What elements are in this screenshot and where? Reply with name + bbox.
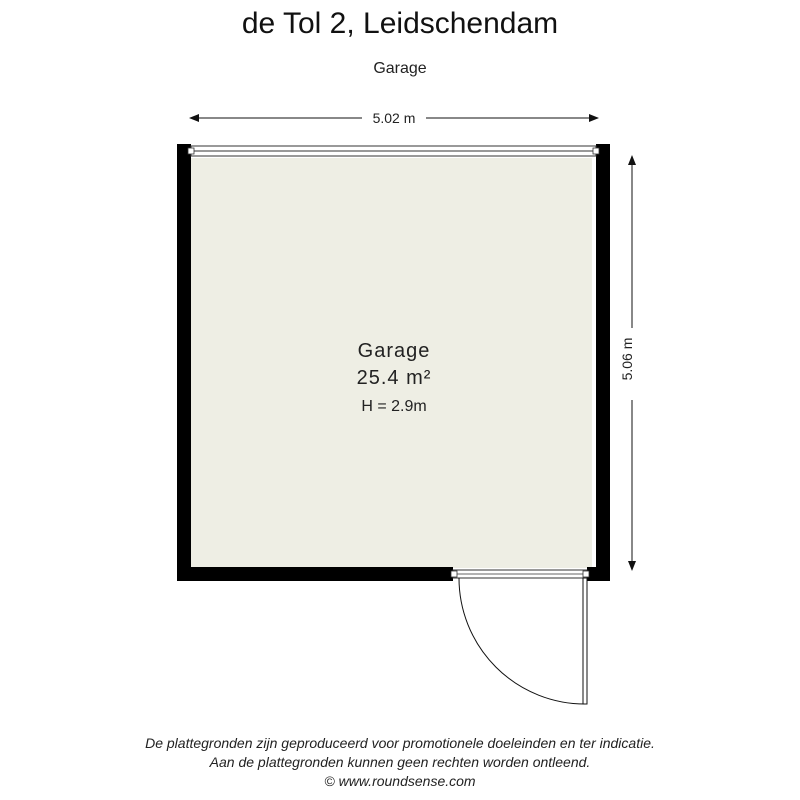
height-dimension bbox=[619, 156, 635, 570]
left-wall bbox=[177, 144, 191, 581]
width-label: 5.02 m bbox=[372, 110, 416, 126]
door-arc bbox=[459, 578, 585, 704]
bottom-wall-left bbox=[177, 567, 453, 581]
bottom-wall-right bbox=[587, 567, 610, 581]
room-name: Garage bbox=[357, 340, 431, 362]
right-wall bbox=[596, 144, 610, 581]
disclaimer-line-1: De plattegronden zijn geproduceerd voor promotionele doeleinden en ter indicatie. bbox=[145, 735, 655, 751]
width-dimension bbox=[190, 110, 598, 126]
door-leaf bbox=[583, 578, 587, 704]
door-frame bbox=[451, 570, 589, 578]
copyright-link[interactable]: © www.roundsense.com bbox=[324, 773, 476, 789]
room-area: 25.4 m² bbox=[356, 367, 432, 389]
height-label: 5.06 m bbox=[619, 337, 635, 381]
room-height: H = 2.9m bbox=[361, 398, 427, 415]
disclaimer bbox=[0, 734, 800, 791]
room-floor bbox=[191, 158, 592, 568]
disclaimer-line-2: Aan de plattegronden kunnen geen rechten worden ontleend. bbox=[209, 754, 591, 770]
top-window bbox=[188, 146, 599, 156]
floor-label: Garage bbox=[373, 60, 427, 77]
page-title: de Tol 2, Leidschendam bbox=[241, 7, 559, 40]
door-swing bbox=[459, 578, 587, 704]
